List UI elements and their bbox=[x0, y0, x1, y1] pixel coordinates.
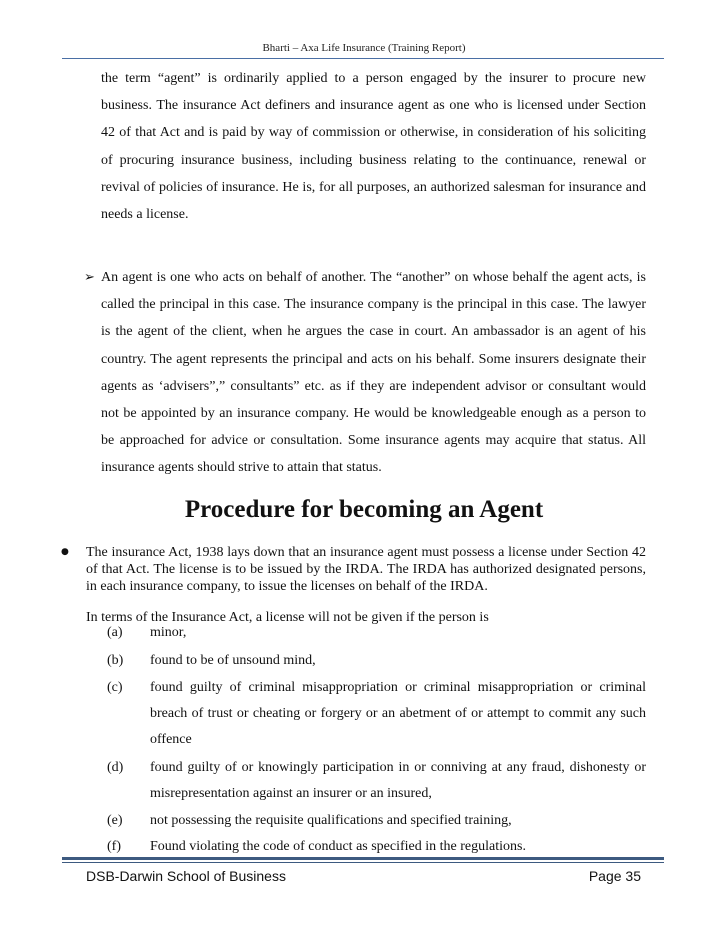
list-item-text: not possessing the requisite qualifications and specified training, bbox=[150, 813, 512, 828]
list-item-text: minor, bbox=[150, 625, 187, 640]
list-item-label: (a) bbox=[107, 625, 123, 640]
list-item-text: found guilty of criminal misappropriation or criminal misappropriation or criminal breach of trust or cheating or forgery or an abetment of or attempt to commit any such offence bbox=[150, 680, 646, 747]
agent-definition-paragraph: the term “agent” is ordinarily applied to a person engaged by the insurer to procure new business. The insurance Act definers and insurance agent as one who is licensed under Section 42 of that Act and is paid by way of commission or otherwise, in consideration of his soliciting of procuring insurance business, including business relating to the continuance, renewal or revival of policies of insurance. He is, for all purposes, an authorized salesman for insurance and needs a license. bbox=[101, 71, 646, 223]
page-number: Page 35 bbox=[588, 868, 641, 884]
footer-school-name: DSB-Darwin School of Business bbox=[86, 868, 286, 884]
list-item-label: (b) bbox=[107, 653, 124, 668]
list-item-label: (f) bbox=[107, 839, 121, 854]
agent-role-paragraph: An agent is one who acts on behalf of another. The “another” on whose behalf the agent acts, is called the principal in this case. The insurance company is the principal in this case. The lawyer is the agent of the client, when he argues the case in court. An ambassador is an agent of his country. The agent represents the principal and acts on his behalf. Some insurers designate their agents as ‘advisers”,” consultants” etc. as if they are independent advisor or consultant would not be appointed by an insurance company. He would be knowledgeable enough as a person to be approached for advice or consultation. Some insurance agents may acquire that status. All insurance agents should strive to attain that status. bbox=[101, 270, 646, 476]
running-header: Bharti – Axa Life Insurance (Training Report) bbox=[262, 42, 466, 54]
list-item-text: found guilty of or knowingly participation in or conniving at any fraud, dishonesty or misrepresentation against an insurer or an insured, bbox=[150, 760, 646, 801]
section-heading: Procedure for becoming an Agent bbox=[184, 496, 544, 523]
footer-rule-thin bbox=[62, 862, 664, 863]
footer-rule-thick bbox=[62, 857, 664, 860]
license-paragraph: The insurance Act, 1938 lays down that an insurance agent must possess a license under Section 42 of that Act. The license is to be issued by the IRDA. The IRDA has authorized designated persons, in each insurance company, to issue the licenses on behalf of the IRDA. bbox=[86, 545, 646, 594]
list-item-text: Found violating the code of conduct as specified in the regulations. bbox=[150, 839, 526, 854]
disqualification-intro: In terms of the Insurance Act, a license will not be given if the person is bbox=[86, 610, 489, 625]
list-item-label: (d) bbox=[107, 760, 124, 775]
header-rule bbox=[62, 58, 664, 59]
list-item-label: (e) bbox=[107, 813, 123, 828]
arrow-bullet-icon: ➢ bbox=[84, 270, 95, 285]
list-item-text: found to be of unsound mind, bbox=[150, 653, 316, 668]
round-bullet-icon: ● bbox=[61, 547, 69, 557]
list-item-label: (c) bbox=[107, 680, 123, 695]
